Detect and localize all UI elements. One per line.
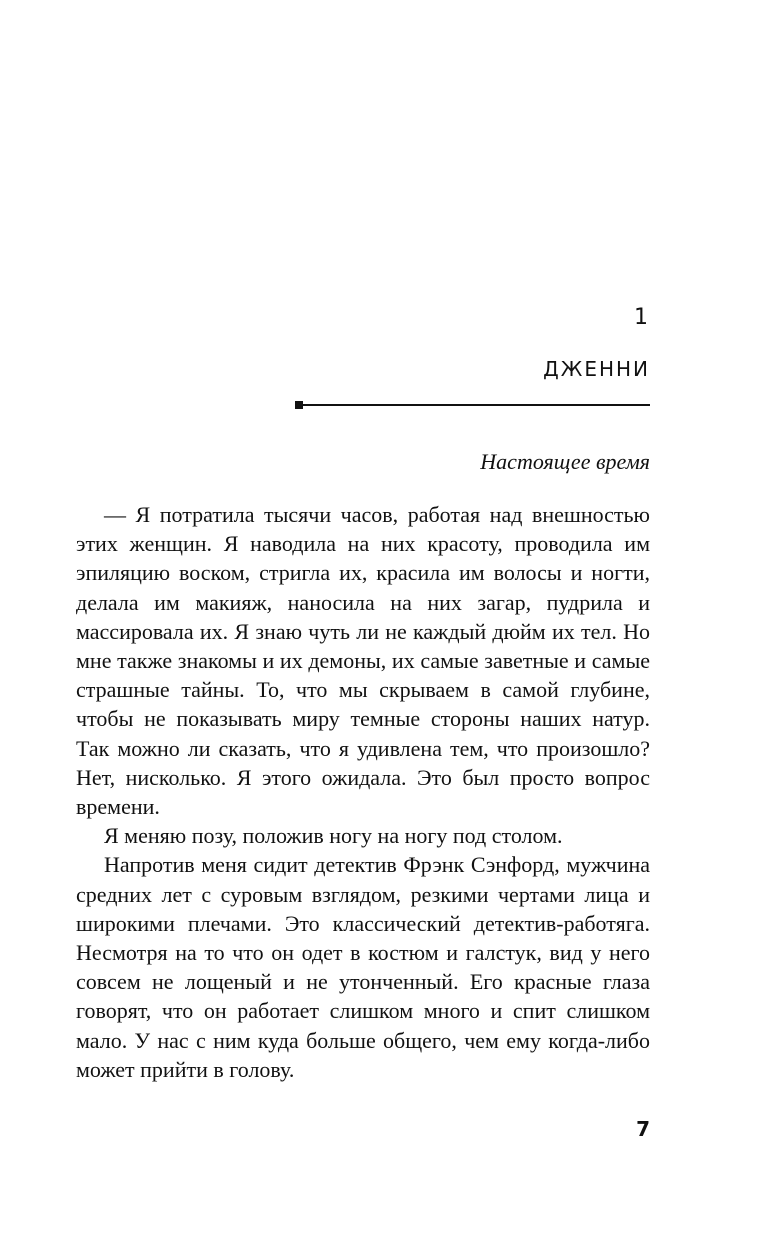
body-text xyxy=(76,500,650,1084)
page-number: 7 xyxy=(636,1117,650,1141)
paragraph: Я меняю позу, положив ногу на ногу под столом. xyxy=(104,823,563,849)
paragraph: — Я потратила тысячи часов, работая над внешностью этих женщин. Я наводила на них красоту, проводила им эпиляцию воском, стригла их, красила им волосы и ногти, делала им макияж, наносила на них загар, пудрила и массировала их. Я знаю чуть ли не каждый дюйм их тел. Но мне также знакомы и их демоны, их самые заветные и самые страшные тайны. То, что мы скрываем в самой глубине, чтобы не показывать миру темные стороны наших натур. Так можно ли сказать, что я удивлена тем, что произошло? Нет, нисколько. Я этого ожидала. Это был просто вопрос времени. xyxy=(76,502,650,820)
epigraph: Настоящее время xyxy=(480,449,650,474)
divider-line xyxy=(300,404,650,406)
chapter-number: 1 xyxy=(634,305,648,330)
paragraph: Напротив меня сидит детектив Фрэнк Сэнфорд, мужчина средних лет с суровым взглядом, резкими чертами лица и широкими плечами. Это классический детектив-работяга. Несмотря на то что он одет в костюм и галстук, вид у него совсем не лощеный и не утонченный. Его красные глаза говорят, что он работает слишком много и спит слишком мало. У нас с ним куда больше общего, чем ему когда-либо может прийти в голову. xyxy=(76,852,650,1082)
chapter-title: ДЖЕННИ xyxy=(543,357,650,381)
